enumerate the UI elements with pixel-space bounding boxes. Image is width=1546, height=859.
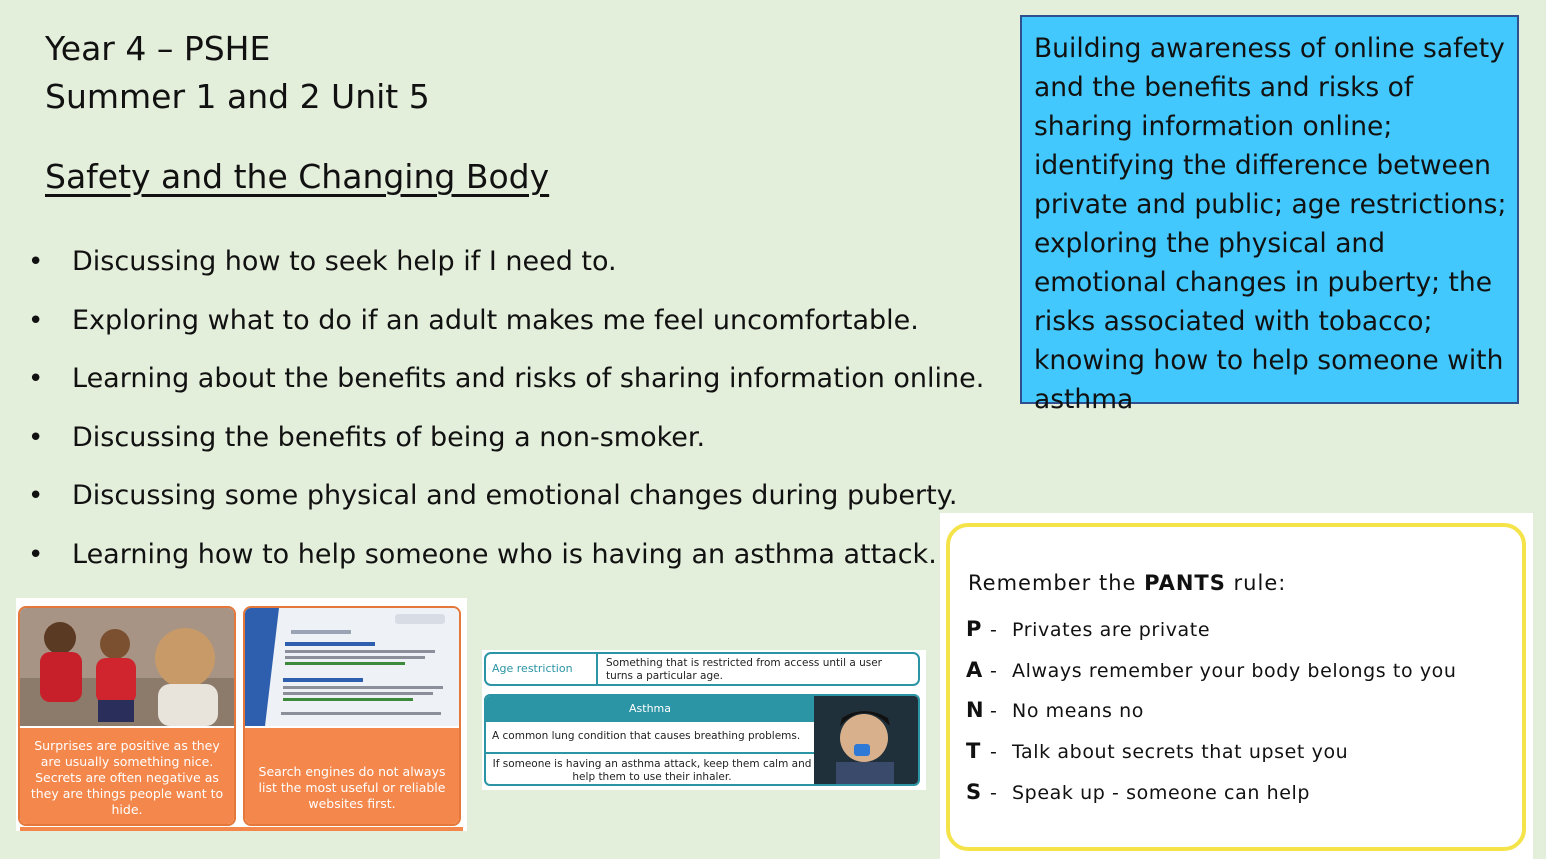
pants-row-n: N - No means no (966, 698, 1144, 722)
glossary-row-asthma (484, 694, 920, 786)
card-caption: Search engines do not always list the most useful or reliable websites first. (245, 728, 459, 824)
list-item: • Discussing how to seek help if I need to. (28, 240, 988, 299)
pants-title-word: PANTS (1144, 571, 1226, 595)
pants-row-t: T - Talk about secrets that upset you (966, 739, 1349, 763)
pants-letter: A (966, 658, 983, 682)
list-item: • Learning about the benefits and risks of sharing information online. (28, 357, 988, 416)
page-title-line2: Summer 1 and 2 Unit 5 (45, 77, 430, 116)
list-item: • Discussing the benefits of being a non-smoker. (28, 416, 988, 475)
glossary-panel (482, 650, 926, 790)
child-inhaler-photo (814, 696, 920, 786)
children-photo (20, 608, 234, 726)
pants-letter: T (966, 739, 981, 763)
glossary-row-age-restriction (484, 652, 920, 686)
pants-row-a: A - Always remember your body belongs to you (966, 658, 1457, 682)
pants-row-s: S - Speak up - someone can help (966, 780, 1311, 804)
list-item: • Learning how to help someone who is having an asthma attack. (28, 533, 988, 592)
knowledge-cards-image (16, 598, 467, 831)
search-engines-card (243, 606, 461, 826)
unit-subtitle: Safety and the Changing Body (45, 157, 550, 196)
glossary-term: Asthma (486, 696, 814, 722)
pants-letter: P (966, 617, 982, 641)
glossary-definition: Something that is restricted from access until a user turns a particular age. (606, 657, 882, 682)
pants-text: Always remember your body belongs to you (1012, 660, 1457, 682)
pants-row-p: P - Privates are private (966, 617, 1211, 641)
card-caption: Surprises are positive as they are usually something nice. Secrets are often negative as they are things people want to hide. (20, 728, 234, 824)
pants-text: Talk about secrets that upset you (1012, 741, 1349, 763)
page-title-line1: Year 4 – PSHE (45, 29, 271, 68)
card-strip-divider (20, 827, 463, 831)
pants-text: Speak up - someone can help (1012, 782, 1311, 804)
unit-summary-box: Building awareness of online safety and the benefits and risks of sharing information online; identifying the difference between private and public; age restrictions; exploring the physical and emotional changes in puberty; the risks associated with tobacco; knowing how to help someone with asthma (1020, 15, 1519, 404)
pants-letter: S (966, 780, 982, 804)
pants-text: No means no (1012, 700, 1144, 722)
pants-title-prefix: Remember the (968, 571, 1145, 595)
pants-title (968, 571, 1286, 595)
pants-letter: N (966, 698, 985, 722)
glossary-divider (596, 654, 598, 684)
glossary-divider (486, 752, 814, 754)
glossary-definition: A common lung condition that causes breathing problems. (492, 730, 801, 742)
pants-title-suffix: rule: (1225, 571, 1287, 595)
learning-objectives-list (28, 240, 988, 591)
pants-text: Privates are private (1012, 619, 1211, 641)
surprises-secrets-card (18, 606, 236, 826)
glossary-term: Age restriction (492, 662, 573, 675)
list-item: • Discussing some physical and emotional changes during puberty. (28, 474, 988, 533)
pants-rule-panel (940, 513, 1533, 859)
search-results-screenshot (245, 608, 459, 726)
glossary-advice: If someone is having an asthma attack, keep them calm and help them to use their inhaler. (492, 758, 812, 783)
list-item: • Exploring what to do if an adult makes me feel uncomfortable. (28, 299, 988, 358)
